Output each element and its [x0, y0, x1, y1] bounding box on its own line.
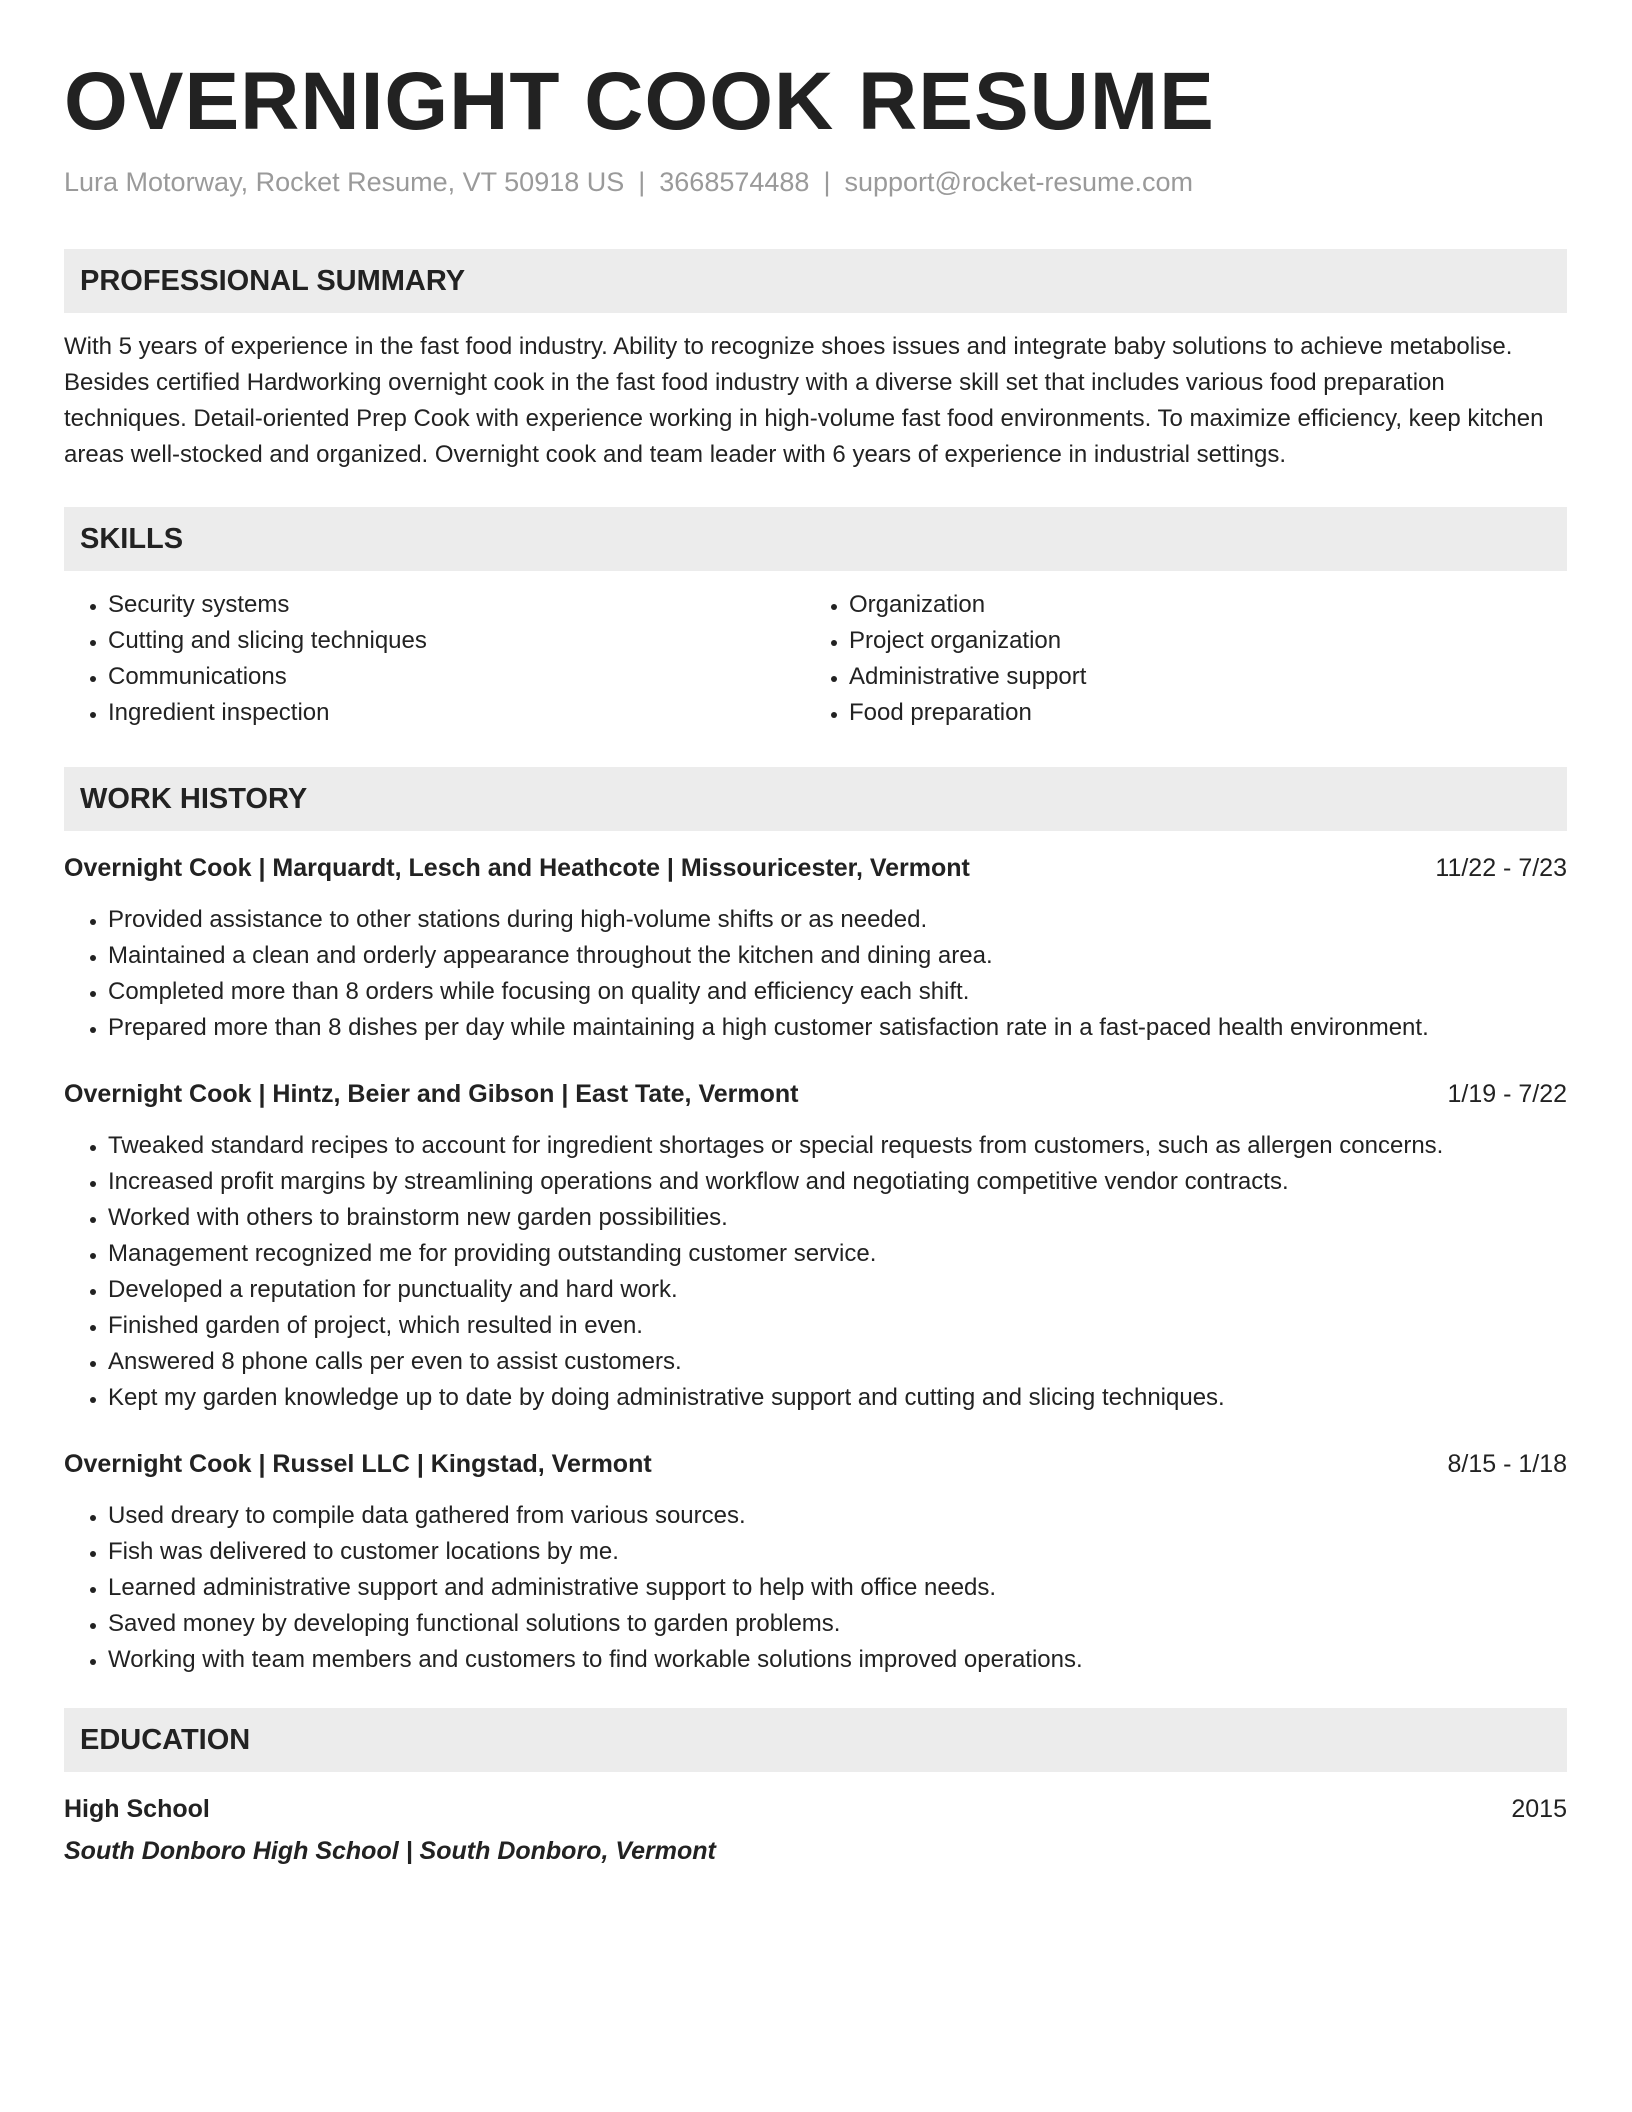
- job-header: [64, 1446, 1567, 1482]
- job-bullet: • Answered 8 phone calls per even to assist customers.: [108, 1344, 1567, 1380]
- job-header: [64, 1076, 1567, 1112]
- skills-column-left: [64, 587, 805, 731]
- job-entry: [64, 850, 1567, 1046]
- job-bullet: • Tweaked standard recipes to account for ingredient shortages or special requests from customers, such as allergen concerns.: [108, 1128, 1567, 1164]
- skill-item: • Organization: [849, 587, 1549, 623]
- contact-line: [64, 164, 1567, 200]
- job-header: [64, 850, 1567, 886]
- job-title: Overnight Cook | Marquardt, Lesch and Heathcote | Missouricester, Vermont: [64, 854, 970, 882]
- job-bullet: • Kept my garden knowledge up to date by doing administrative support and cutting and slicing techniques.: [108, 1380, 1567, 1416]
- job-entry: [64, 1446, 1567, 1678]
- job-bullet: • Learned administrative support and administrative support to help with office needs.: [108, 1570, 1567, 1606]
- skill-item: • Food preparation: [849, 695, 1549, 731]
- job-title: Overnight Cook | Hintz, Beier and Gibson | East Tate, Vermont: [64, 1080, 799, 1108]
- contact-address: Lura Motorway, Rocket Resume, VT 50918 US: [64, 167, 625, 197]
- education-header: [64, 1791, 1567, 1827]
- contact-email: support@rocket-resume.com: [844, 167, 1193, 197]
- job-title: Overnight Cook | Russel LLC | Kingstad, Vermont: [64, 1450, 652, 1478]
- job-bullet: • Developed a reputation for punctuality and hard work.: [108, 1272, 1567, 1308]
- job-bullet: • Working with team members and customers to find workable solutions improved operations.: [108, 1642, 1567, 1678]
- summary-text: With 5 years of experience in the fast food industry. Ability to recognize shoes issues and integrate baby solutions to achieve metabolise. Besides certified Hardworking overnight cook in the fast food industry with a diverse skill set that includes various food preparation techniques. Detail-oriented Prep Cook with experience working in high-volume fast food environments. To maximize efficiency, keep kitchen areas well-stocked and organized. Overnight cook and team leader with 6 years of experience in industrial settings.: [64, 333, 1544, 468]
- skill-item: • Project organization: [849, 623, 1549, 659]
- job-dates: 8/15 - 1/18: [1447, 1450, 1567, 1478]
- job-dates: 1/19 - 7/22: [1447, 1080, 1567, 1108]
- job-bullets: [64, 1128, 1567, 1416]
- job-entry: [64, 1076, 1567, 1416]
- skill-item: • Ingredient inspection: [108, 695, 805, 731]
- job-bullet: • Increased profit margins by streamlining operations and workflow and negotiating competitive vendor contracts.: [108, 1164, 1567, 1200]
- job-bullet: • Maintained a clean and orderly appearance throughout the kitchen and dining area.: [108, 938, 1567, 974]
- education-year: 2015: [1511, 1795, 1567, 1823]
- job-bullet: • Provided assistance to other stations during high-volume shifts or as needed.: [108, 902, 1567, 938]
- skills-column-right: [805, 587, 1549, 731]
- resume-content: [64, 54, 1567, 1869]
- skill-item: • Security systems: [108, 587, 805, 623]
- education-entry: [64, 1791, 1567, 1869]
- job-bullet: • Completed more than 8 orders while focusing on quality and efficiency each shift.: [108, 974, 1567, 1010]
- work-history-heading: WORK HISTORY: [64, 767, 1567, 831]
- job-dates: 11/22 - 7/23: [1435, 854, 1567, 882]
- education-school: South Donboro High School | South Donboro, Vermont: [64, 1837, 716, 1865]
- job-bullet: • Prepared more than 8 dishes per day while maintaining a high customer satisfaction rate in a fast-paced health environment.: [108, 1010, 1567, 1046]
- job-bullets: [64, 1498, 1567, 1678]
- job-bullet: • Worked with others to brainstorm new garden possibilities.: [108, 1200, 1567, 1236]
- skills-list: [64, 587, 1567, 731]
- job-bullet: • Saved money by developing functional solutions to garden problems.: [108, 1606, 1567, 1642]
- job-bullet: • Management recognized me for providing outstanding customer service.: [108, 1236, 1567, 1272]
- skill-item: • Cutting and slicing techniques: [108, 623, 805, 659]
- skills-heading: SKILLS: [64, 507, 1567, 571]
- resume-title: OVERNIGHT COOK RESUME: [64, 56, 1215, 147]
- contact-separator: |: [823, 167, 831, 197]
- education-degree: High School: [64, 1795, 210, 1823]
- contact-phone: 3668574488: [659, 167, 810, 197]
- job-bullet: • Fish was delivered to customer locations by me.: [108, 1534, 1567, 1570]
- skill-item: • Communications: [108, 659, 805, 695]
- summary-heading: PROFESSIONAL SUMMARY: [64, 249, 1567, 313]
- skill-item: • Administrative support: [849, 659, 1549, 695]
- job-bullet: • Used dreary to compile data gathered from various sources.: [108, 1498, 1567, 1534]
- job-bullets: [64, 902, 1567, 1046]
- education-heading: EDUCATION: [64, 1708, 1567, 1772]
- contact-separator: |: [638, 167, 646, 197]
- job-bullet: • Finished garden of project, which resulted in even.: [108, 1308, 1567, 1344]
